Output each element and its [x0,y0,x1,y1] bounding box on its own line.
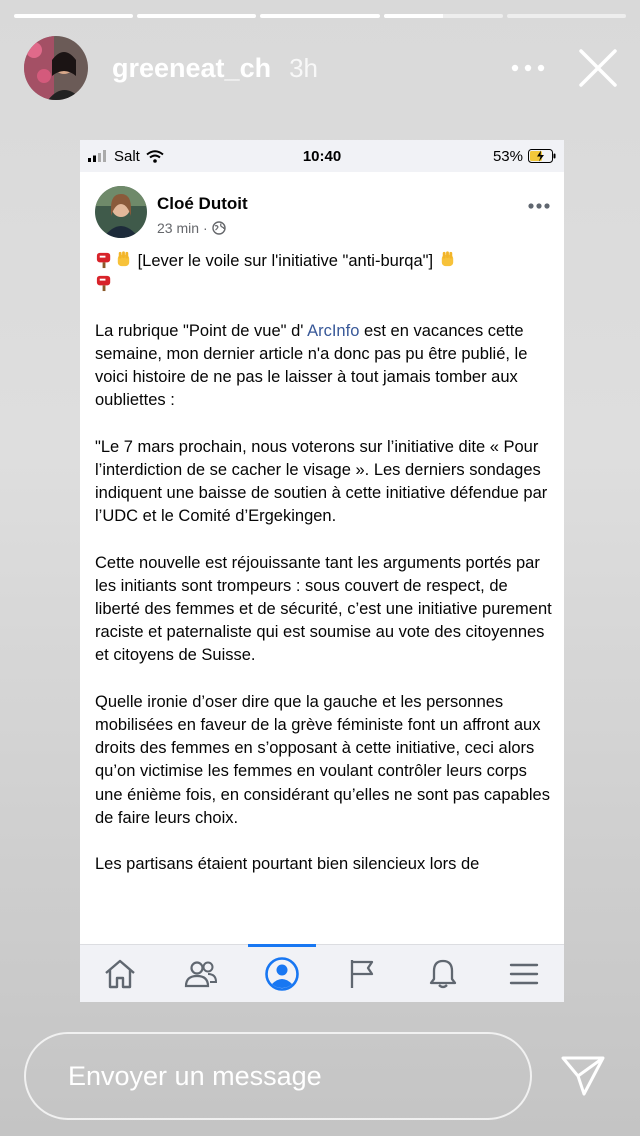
shared-screenshot [80,140,564,1002]
post-title [95,250,552,296]
story-progress-segment [260,14,379,18]
post-author-name[interactable]: Cloé Dutoit [157,194,248,213]
wifi-icon [146,150,164,163]
send-icon[interactable] [560,1054,606,1098]
post-body [95,250,552,900]
facebook-tab-bar [80,944,564,1002]
pages-flag-icon[interactable] [338,950,386,998]
battery-percent: 53% [492,147,523,165]
story-progress-segment [14,14,133,18]
meta-separator: · [203,220,208,236]
post-title-text: [Lever le voile sur l'initiative "anti-burqa"] [137,252,434,270]
author-avatar[interactable] [95,186,147,238]
status-bar [80,140,564,172]
post-options-icon[interactable] [528,196,550,214]
raised-fist-icon [114,250,133,269]
close-icon[interactable] [576,46,620,90]
battery-charging-icon [528,149,556,163]
post-paragraph: "Le 7 mars prochain, nous voterons sur l’initiative dite « Pour l’interdiction de se cacher le visage ». Les derniers sondages indiquent une baisse de soutien à cette initiative défendue par l’UDC et le Comité d’Ergekingen. [95,437,548,526]
story-avatar[interactable] [24,36,88,100]
notifications-bell-icon[interactable] [419,950,467,998]
carrier-label: Salt [114,147,140,165]
post-paragraph: Cette nouvelle est réjouissante tant les arguments portés par les initiants sont trompeurs : sous couvert de respect, de liberté des femmes et de sécurité, c’est une initiative purement raciste et paternaliste qui est soumise au vote des citoyennes et citoyens de Suisse. [95,553,552,665]
facebook-post [80,172,564,944]
friends-icon[interactable] [177,950,225,998]
story-time: 3h [289,52,318,83]
mailbox-flag-icon [95,250,114,269]
story-header [24,36,620,100]
post-meta [157,220,226,236]
signal-icon [88,150,108,162]
story-progress [14,14,626,18]
raised-fist-icon [438,250,457,269]
story-progress-segment [137,14,256,18]
story-progress-segment [384,14,503,18]
post-paragraph: La rubrique "Point de vue" d' ArcInfo est en vacances cette semaine, mon dernier article n'a donc pas pu être publié, le voici histoire de ne pas le laisser à tout jamais tomber aux oubliettes : [95,321,528,410]
profile-icon[interactable] [258,950,306,998]
post-timestamp[interactable]: 23 min [157,220,200,236]
story-progress-segment [507,14,626,18]
post-paragraph-partial: Les partisans étaient pourtant bien silencieux lors de [95,855,480,874]
more-horizontal-icon[interactable] [508,48,548,88]
menu-icon[interactable] [500,950,548,998]
globe-icon [212,221,226,235]
mailbox-flag-icon [95,273,114,292]
story-username[interactable]: greeneat_ch [112,52,272,83]
post-paragraph: Quelle ironie d’oser dire que la gauche et les personnes mobilisées en faveur de la grève féministe font un affront aux droits des femmes en s’opposant à cette initiative, ceci alors qu’on victimise les femmes en voulant contrôler leurs corps une énième fois, en considérant qu’elles ne sont pas capables de faire leurs choix. [95,692,550,827]
message-input[interactable] [24,1032,532,1120]
post-header [95,186,552,240]
status-time: 10:40 [302,147,342,165]
home-icon[interactable] [96,950,144,998]
message-placeholder: Envoyer un message [68,1060,322,1091]
arcinfo-link[interactable]: ArcInfo [307,321,360,340]
